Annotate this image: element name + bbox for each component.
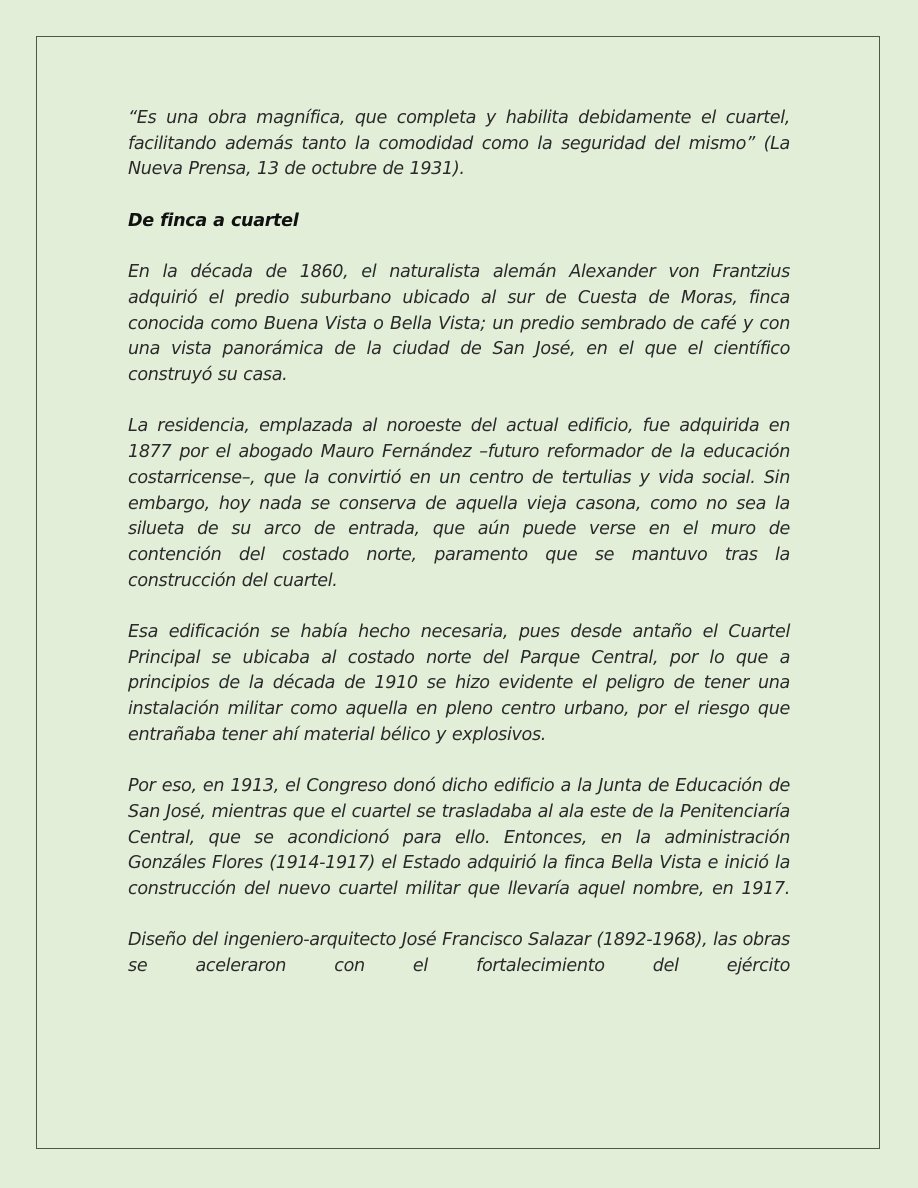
opening-quote: “Es una obra magnífica, que completa y habilita debidamente el cuartel, facilitando además tanto la comodidad como la seguridad del mismo” (La Nueva Prensa, 13 de octubre de 1931). bbox=[128, 108, 790, 180]
section-heading: De finca a cuartel bbox=[128, 210, 299, 231]
document-body bbox=[128, 106, 790, 1006]
paragraph: La residencia, emplazada al noroeste del actual edificio, fue adquirida en 1877 por el abogado Mauro Fernández –futuro reformador de la educación costarricense–, que la convirtió en un centro de tertulias y vida social. Sin embargo, hoy nada se conserva de aquella vieja casona, como no sea la silueta de su arco de entrada, que aún puede verse en el muro de contención del costado norte, paramento que se mantuvo tras la construcción del cuartel. bbox=[128, 416, 790, 591]
paragraph: Esa edificación se había hecho necesaria, pues desde antaño el Cuartel Principal se ubicaba al costado norte del Parque Central, por lo que a principios de la década de 1910 se hizo evidente el peligro de tener una instalación militar como aquella en pleno centro urbano, por el riesgo que entrañaba tener ahí material bélico y explosivos. bbox=[128, 622, 790, 745]
paragraph: Por eso, en 1913, el Congreso donó dicho edificio a la Junta de Educación de San José, mientras que el cuartel se trasladaba al ala este de la Penitenciaría Central, que se acondicionó para ello. Entonces, en la administración Gonzáles Flores (1914-1917) el Estado adquirió la finca Bella Vista e inició la construcción del nuevo cuartel militar que llevaría aquel nombre, en 1917. bbox=[128, 776, 790, 900]
paragraph: En la década de 1860, el naturalista alemán Alexander von Frantzius adquirió el predio suburbano ubicado al sur de Cuesta de Moras, finca conocida como Buena Vista o Bella Vista; un predio sembrado de café y con una vista panorámica de la ciudad de San José, en el que el científico construyó su casa. bbox=[128, 262, 790, 385]
paragraph: Diseño del ingeniero-arquitecto José Francisco Salazar (1892-1968), las obras se aceleraron con el fortalecimiento del ejército bbox=[128, 930, 790, 977]
